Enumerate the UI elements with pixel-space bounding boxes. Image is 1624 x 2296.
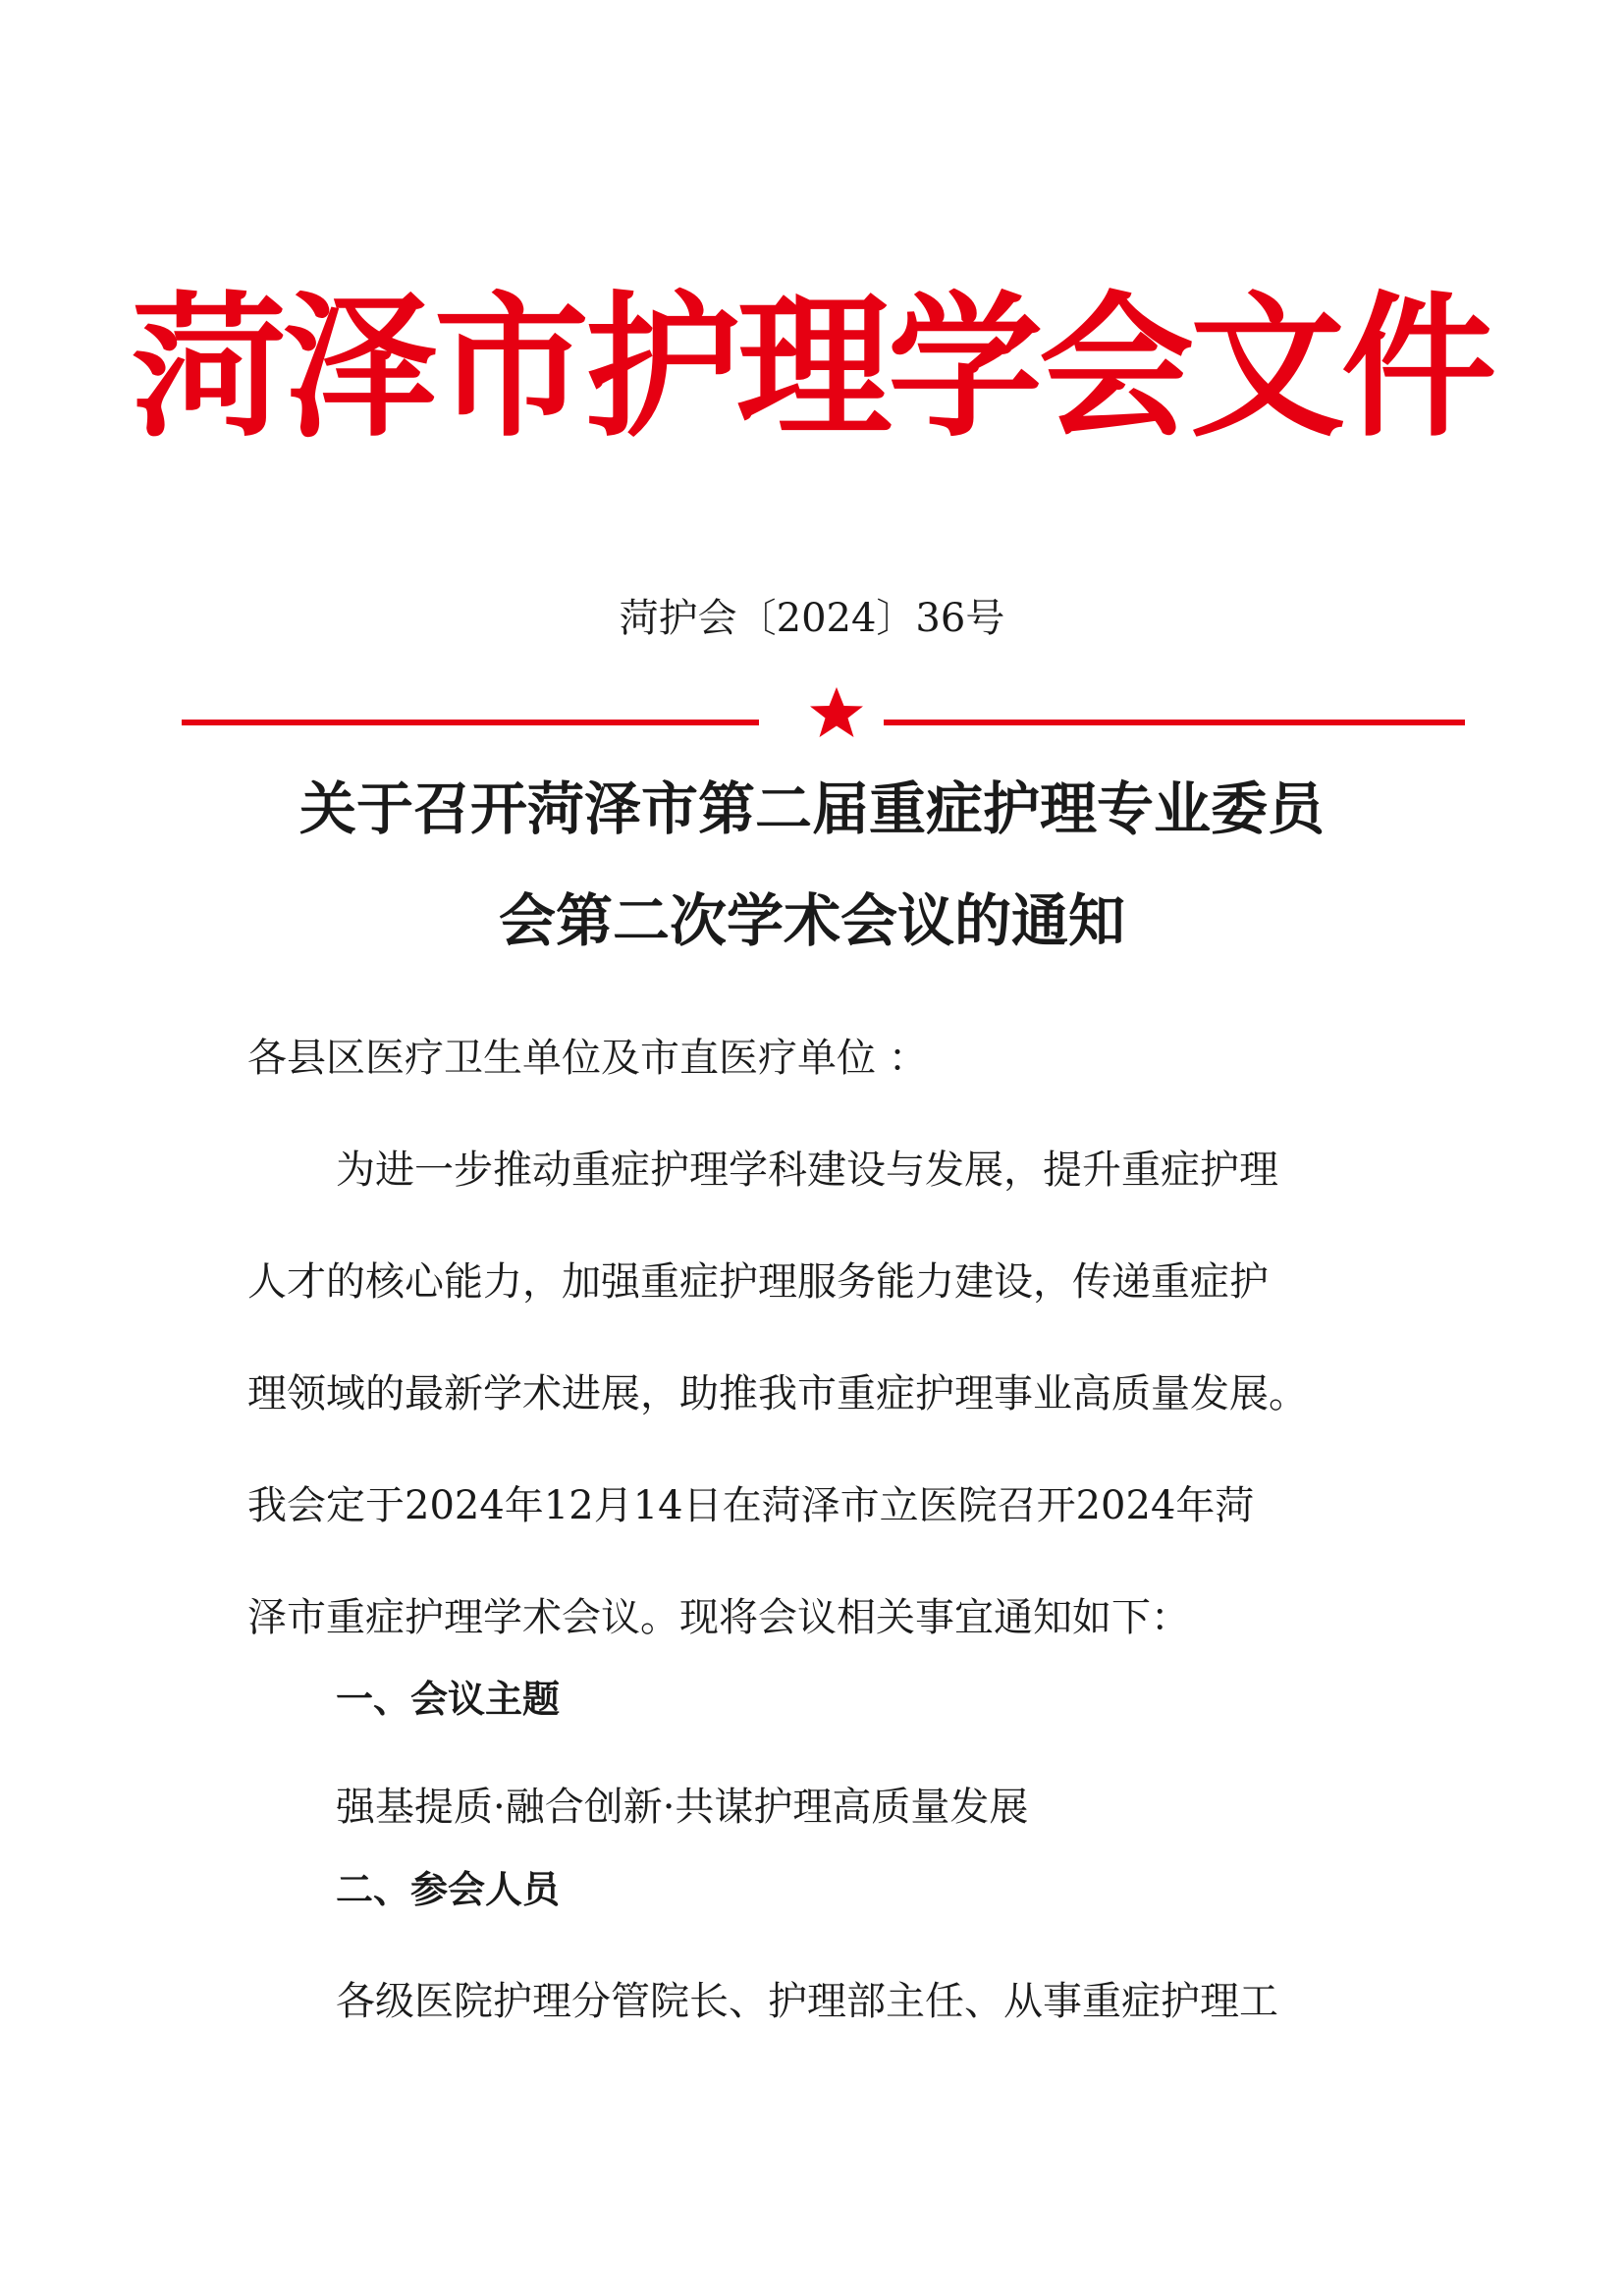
org-header-title: 菏泽市护理学会文件 [132,278,1492,458]
red-rule-right [884,720,1465,725]
red-star-icon [805,681,868,744]
intro-paragraph-line-3: 理领域的最新学术进展，助推我市重症护理事业高质量发展。 [247,1371,1308,1416]
meeting-theme-text: 强基提质·融合创新·共谋护理高质量发展 [336,1785,1029,1830]
salutation: 各县区医疗卫生单位及市直医疗单位 ： [247,1036,928,1081]
document-number: 菏护会〔2024〕36号 [619,596,1005,641]
intro-paragraph-line-2: 人才的核心能力，加强重症护理服务能力建设，传递重症护 [247,1259,1269,1305]
red-rule-left [182,720,759,725]
intro-paragraph-line-5: 泽市重症护理学术会议。现将会议相关事宜通知如下： [247,1595,1190,1640]
attendees-text: 各级医院护理分管院长、护理部主任、从事重症护理工 [336,1979,1278,2024]
section-heading-attendees: 二、参会人员 [336,1868,561,1911]
section-heading-meeting-theme: 一、会议主题 [336,1678,561,1721]
intro-paragraph-line-1: 为进一步推动重症护理学科建设与发展，提升重症护理 [336,1148,1278,1193]
notice-title-line-2: 会第二次学术会议的通知 [498,887,1125,954]
notice-title-line-1: 关于召开菏泽市第二届重症护理专业委员 [298,775,1325,842]
intro-paragraph-line-4: 我会定于2024年12月14日在菏泽市立医院召开2024年菏 [247,1483,1255,1528]
